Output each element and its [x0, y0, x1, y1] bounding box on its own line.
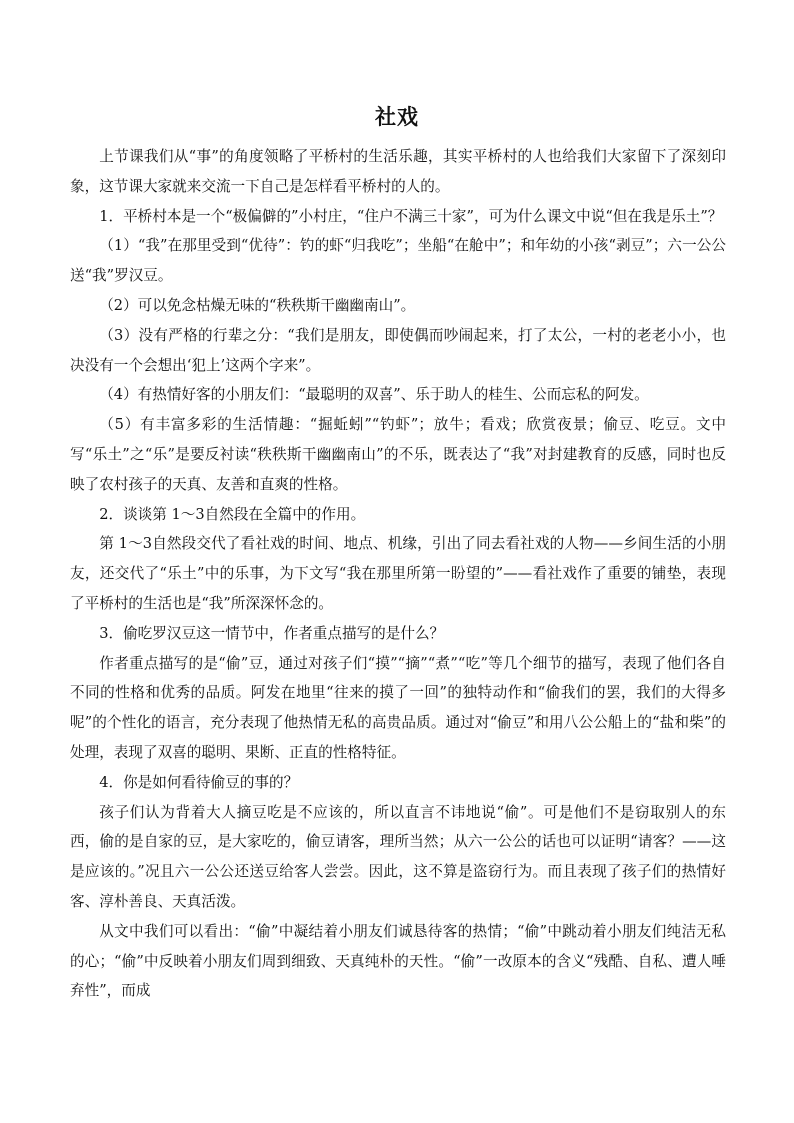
answer-1-point-4: （4）有热情好客的小朋友们：“最聪明的双喜”、乐于助人的桂生、公而忘私的阿发。 [99, 386, 649, 404]
question-3: 3．偷吃罗汉豆这一情节中，作者重点描写的是什么？ [99, 624, 445, 642]
answer-1-point-1: （1）“我”在那里受到“优待”：钓的虾“归我吃”；坐船“在舱中”；和年幼的小孩“剥豆”；六一公公送“我”罗汉豆。 [70, 237, 726, 285]
question-2: 2．谈谈第 1～3自然段在全篇中的作用。 [99, 505, 366, 523]
question-1: 1．平桥村本是一个“极偏僻的”小村庄，“住户不满三十家”，可为什么课文中说“但在我是乐土”？ [99, 207, 723, 225]
answer-4-part-1: 孩子们认为背着大人摘豆吃是不应该的，所以直言不讳地说“偷”。可是他们不是窃取别人的东西，偷的是自家的豆，是大家吃的，偷豆请客，理所当然；从六一公公的话也可以证明“请客？——这是应该的。”况且六一公公还送豆给客人尝尝。因此，这不算是盗窃行为。而且表现了孩子们的热情好客、淳朴善良、天真活泼。 [70, 803, 726, 910]
answer-4-part-2: 从文中我们可以看出：“偷”中凝结着小朋友们诚恳待客的热情；“偷”中跳动着小朋友们纯洁无私的心；“偷”中反映着小朋友们周到细致、天真纯朴的天性。“偷”一改原本的含义“残酷、自私、遭人唾弃性”，而成 [70, 922, 726, 1000]
answer-1-point-3: （3）没有严格的行辈之分：“我们是朋友，即使偶而吵闹起来，打了太公，一村的老老小小，也决没有一个会想出‘犯上’这两个字来”。 [70, 326, 726, 374]
answer-3: 作者重点描写的是“偷”豆，通过对孩子们“摸”“摘”“煮”“吃”等几个细节的描写，表现了他们各自不同的性格和优秀的品质。阿发在地里“往来的摸了一回”的独特动作和“偷我们的罢，我们的大得多呢”的个性化的语言，充分表现了他热情无私的高贵品质。通过对“偷豆”和用八公公船上的“盐和柴”的处理，表现了双喜的聪明、果断、正直的性格特征。 [70, 654, 726, 761]
answer-2: 第 1～3自然段交代了看社戏的时间、地点、机缘，引出了同去看社戏的人物——乡间生活的小朋友，还交代了“乐土”中的乐事，为下文写“我在那里所第一盼望的”——看社戏作了重要的铺垫，表现了平桥村的生活也是“我”所深深怀念的。 [70, 535, 726, 612]
answer-1-point-2: （2）可以免念枯燥无味的“秩秩斯干幽幽南山”。 [99, 296, 416, 314]
page-title: 社戏 [375, 105, 419, 129]
document-body [70, 142, 726, 1006]
question-4: 4．你是如何看待偷豆的事的？ [99, 773, 299, 791]
paragraph-intro: 上节课我们从“事”的角度领略了平桥村的生活乐趣，其实平桥村的人也给我们大家留下了深刻印象，这节课大家就来交流一下自己是怎样看平桥村的人的。 [70, 148, 726, 195]
answer-1-point-5: （5）有丰富多彩的生活情趣：“掘蚯蚓”“钓虾”；放牛；看戏；欣赏夜景；偷豆、吃豆。文中写“乐土”之“乐”是要反衬读“秩秩斯干幽幽南山”的不乐，既表达了“我”对封建教育的反感，同时也反映了农村孩子的天真、友善和直爽的性格。 [70, 416, 726, 493]
